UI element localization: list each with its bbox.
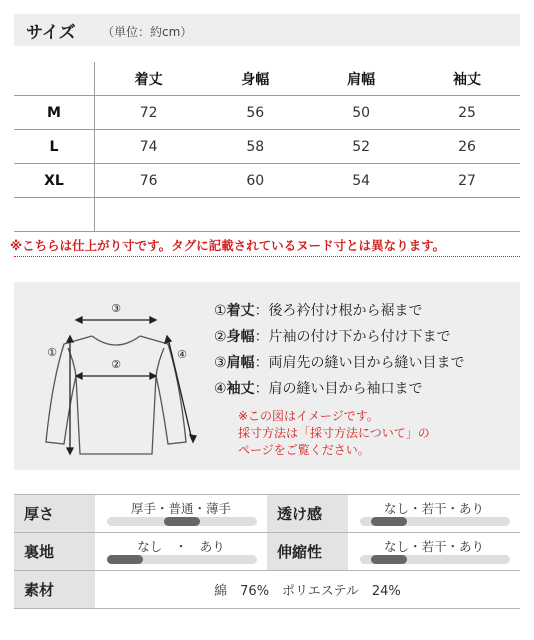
size-label: XL [14,164,95,198]
material-value: 綿 76% ポリエステル 24% [95,571,520,609]
attribute-row [14,495,520,533]
attribute-row [14,533,520,571]
thickness-indicator [164,517,200,526]
definition-item: ②身幅：片袖の付け下から付け下まで [214,329,451,345]
transparency-scale [348,495,520,533]
table-cell: 52 [308,130,414,164]
stretch-indicator [371,555,407,564]
table-row [14,96,520,130]
definition-item: ①着丈：後ろ衿付け根から裾まで [214,303,423,319]
section-title: サイズ [26,23,76,43]
marker-length: ① [47,346,57,359]
stretch-options: なし・若干・あり [383,539,484,554]
table-cell: 72 [95,96,203,130]
size-label: M [14,96,95,130]
measurement-definitions [214,298,465,402]
marker-width: ② [111,358,121,371]
thickness-label: 厚さ [14,495,95,533]
column-header: 身幅 [241,71,270,88]
table-cell: 76 [95,164,203,198]
size-label: L [14,130,95,164]
table-cell: 56 [202,96,308,130]
lining-scale [95,533,267,571]
lining-label: 裏地 [14,533,95,571]
transparency-options: なし・若干・あり [383,501,484,516]
size-table [14,62,520,232]
table-row [14,164,520,198]
transparency-indicator [371,517,407,526]
table-cell: 54 [308,164,414,198]
table-cell: 25 [414,96,520,130]
column-header: 袖丈 [453,71,482,88]
lining-indicator [107,555,143,564]
column-header: 肩幅 [347,71,376,88]
table-cell: 26 [414,130,520,164]
lining-options: なし ・ あり [137,539,225,554]
fabric-attributes-table [14,494,520,609]
transparency-label: 透け感 [267,495,348,533]
column-header: 着丈 [134,71,163,88]
stretch-scale [348,533,520,571]
thickness-scale [95,495,267,533]
material-label: 素材 [14,571,95,609]
table-cell: 50 [308,96,414,130]
marker-shoulder: ③ [111,302,121,315]
shirt-diagram [34,292,204,462]
shirt-outline-icon [46,336,186,454]
diagram-note: ※この図はイメージです。 採寸方法は「採寸方法について」の ページをご覧ください。 [238,409,430,457]
note-divider [14,256,520,257]
finished-size-note: ※こちらは仕上がり寸です。タグに記載されているヌード寸とは異なります。 [10,238,446,253]
table-cell: 27 [414,164,520,198]
table-cell: 74 [95,130,203,164]
thickness-options: 厚手・普通・薄手 [130,501,231,516]
table-cell: 58 [202,130,308,164]
stretch-label: 伸縮性 [267,533,348,571]
marker-sleeve: ④ [177,348,187,361]
size-header [14,14,520,46]
definition-item: ③肩幅：両肩先の縫い目から縫い目まで [214,355,465,371]
attribute-row [14,571,520,609]
measurement-diagram-panel [14,282,520,470]
definition-item: ④袖丈：肩の縫い目から袖口まで [214,381,423,397]
table-cell: 60 [202,164,308,198]
table-row [14,130,520,164]
size-table-header-row [14,62,520,96]
table-row-empty [14,198,520,232]
unit-label: （単位：約cm） [102,25,193,39]
